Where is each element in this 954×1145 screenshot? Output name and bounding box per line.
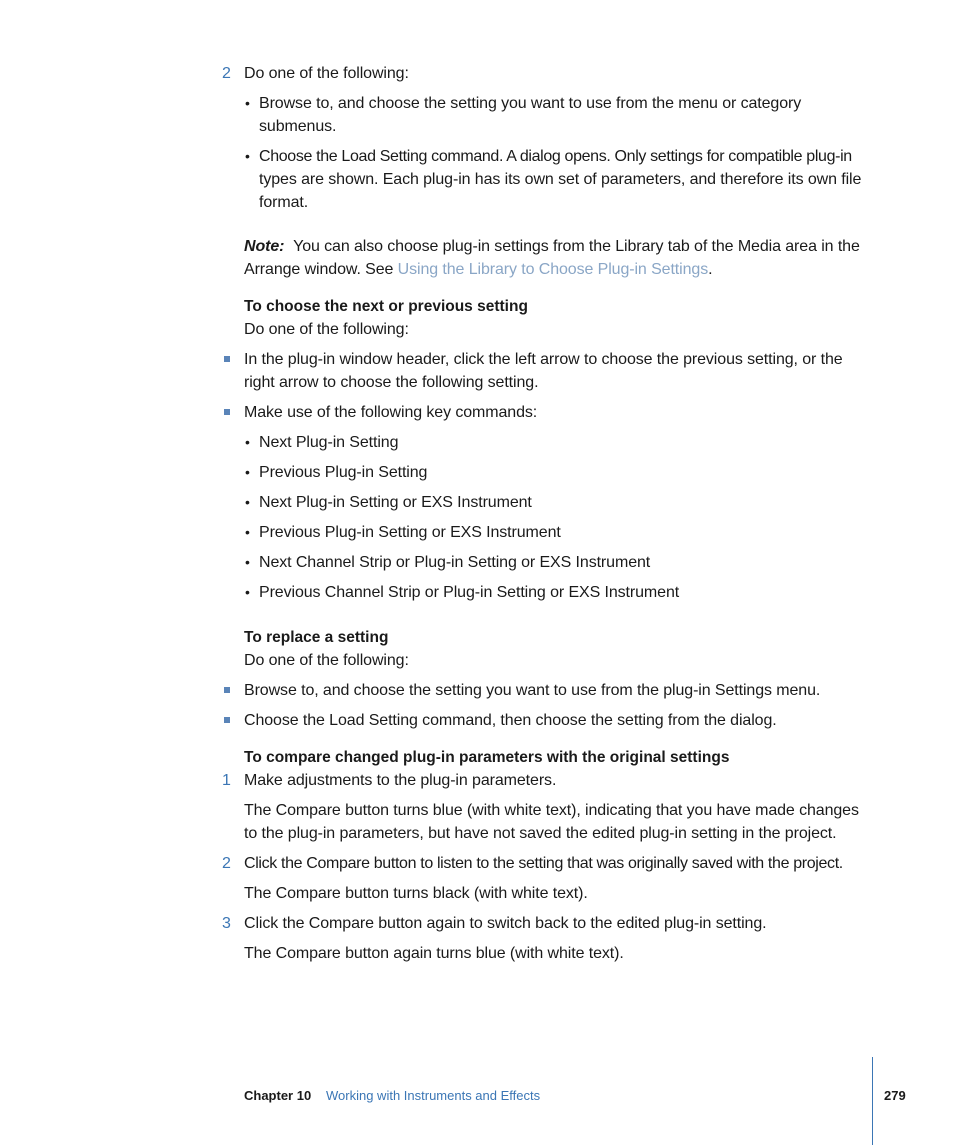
step-text: Do one of the following: <box>244 65 409 82</box>
step-number: 3 <box>222 915 231 932</box>
cross-reference-link[interactable]: Using the Library to Choose Plug-in Settings <box>397 261 709 278</box>
page-number: 279 <box>884 1088 906 1103</box>
key-command: Previous Channel Strip or Plug-in Setting or EXS Instrument <box>259 584 680 601</box>
footer-divider <box>872 1057 873 1145</box>
bullet-line: format. <box>259 194 309 211</box>
section-intro: Do one of the following: <box>244 652 409 669</box>
key-command: Previous Plug-in Setting <box>259 464 428 481</box>
key-command: Next Plug-in Setting <box>259 434 399 451</box>
footer-chapter: Chapter 10 <box>244 1088 312 1103</box>
step-number: 1 <box>222 772 231 789</box>
list-item-line: Make use of the following key commands: <box>244 404 538 421</box>
note-text: . <box>708 261 713 278</box>
bullet-dot: • <box>245 584 250 600</box>
key-command: Next Plug-in Setting or EXS Instrument <box>259 494 532 511</box>
bullet-dot: • <box>245 494 250 510</box>
square-bullet-icon <box>224 356 230 362</box>
step-number: 2 <box>222 855 231 872</box>
bullet-dot: • <box>245 524 250 540</box>
bullet-dot: • <box>245 148 250 164</box>
list-item-line: Choose the Load Setting command, then choose the setting from the dialog. <box>244 712 777 729</box>
step-result: The Compare button turns blue (with white text), indicating that you have made changes <box>244 802 859 819</box>
square-bullet-icon <box>224 687 230 693</box>
section-heading: To compare changed plug-in parameters with the original settings <box>244 749 730 766</box>
square-bullet-icon <box>224 717 230 723</box>
bullet-dot: • <box>245 554 250 570</box>
bullet-line: Choose the Load Setting command. A dialog opens. Only settings for compatible plug-in <box>259 148 852 165</box>
key-command: Next Channel Strip or Plug-in Setting or EXS Instrument <box>259 554 651 571</box>
bullet-dot: • <box>245 95 250 111</box>
note-line <box>244 235 860 258</box>
step-text: Click the Compare button again to switch back to the edited plug-in setting. <box>244 915 767 932</box>
note-label: Note: <box>244 238 285 255</box>
footer-chapter-title[interactable]: Working with Instruments and Effects <box>326 1088 541 1103</box>
note-text: You can also choose plug-in settings from the Library tab of the Media area in the <box>293 238 860 255</box>
note-line <box>244 258 712 281</box>
section-intro: Do one of the following: <box>244 321 409 338</box>
note-text: Arrange window. See <box>244 261 398 278</box>
list-item-line: right arrow to choose the following setting. <box>244 374 539 391</box>
list-item-line: Browse to, and choose the setting you want to use from the plug-in Settings menu. <box>244 682 821 699</box>
bullet-dot: • <box>245 434 250 450</box>
step-text: Click the Compare button to listen to the setting that was originally saved with the project. <box>244 855 843 872</box>
section-heading: To choose the next or previous setting <box>244 298 528 315</box>
step-number: 2 <box>222 65 231 82</box>
key-command: Previous Plug-in Setting or EXS Instrument <box>259 524 561 541</box>
bullet-line: submenus. <box>259 118 337 135</box>
step-text: Make adjustments to the plug-in parameters. <box>244 772 557 789</box>
bullet-dot: • <box>245 464 250 480</box>
square-bullet-icon <box>224 409 230 415</box>
section-heading: To replace a setting <box>244 629 389 646</box>
step-result: to the plug-in parameters, but have not saved the edited plug-in setting in the project. <box>244 825 837 842</box>
bullet-line: types are shown. Each plug-in has its own set of parameters, and therefore its own file <box>259 171 862 188</box>
step-result: The Compare button again turns blue (with white text). <box>244 945 624 962</box>
step-result: The Compare button turns black (with white text). <box>244 885 588 902</box>
bullet-line: Browse to, and choose the setting you want to use from the menu or category <box>259 95 802 112</box>
list-item-line: In the plug-in window header, click the left arrow to choose the previous setting, or the <box>244 351 843 368</box>
